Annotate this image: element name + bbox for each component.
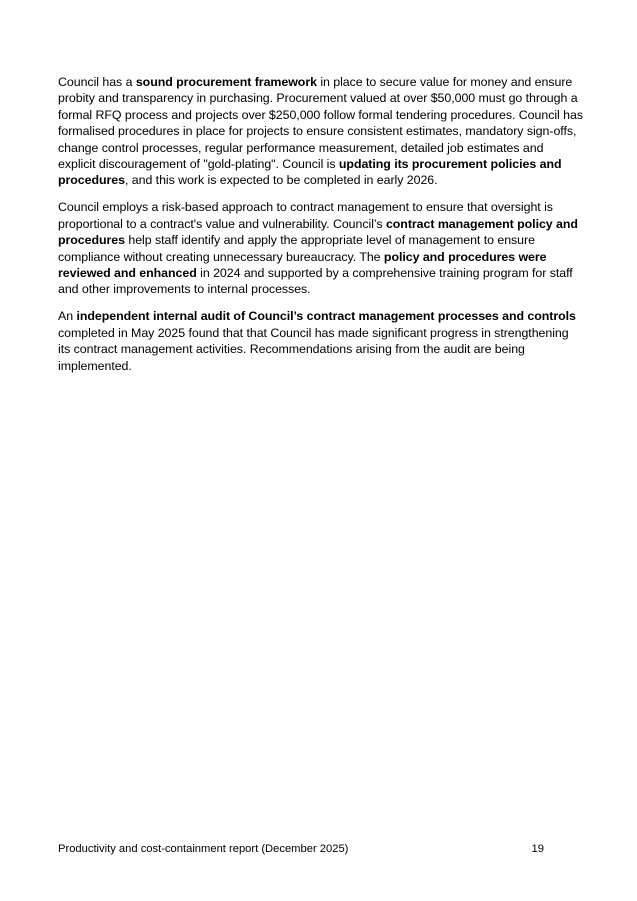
footer-report-title: Productivity and cost-containment report (December 2025) (58, 843, 349, 855)
paragraph-procurement-framework (58, 74, 583, 189)
text-run: help staff identify and apply the appropriate level of management to ensure compliance without creating unnecessary bureaucracy. The (58, 233, 535, 264)
text-run: An (58, 309, 77, 324)
bold-text-run: updating its procurement policies and procedures (58, 157, 562, 188)
bold-text-run: independent internal audit of Council’s contract management processes and controls (76, 309, 576, 324)
text-run: , and this work is expected to be completed in early 2026. (124, 173, 438, 188)
page-number: 19 (531, 843, 544, 855)
text-run: in 2024 and supported by a comprehensive training program for staff and other improvements to internal processes. (58, 266, 573, 297)
bold-text-run: policy and procedures were reviewed and enhanced (58, 249, 547, 281)
text-run: Council has a (58, 75, 136, 89)
paragraph-contract-management (58, 199, 583, 297)
paragraph-internal-audit (58, 308, 583, 374)
bold-text-run: sound procurement framework (135, 75, 317, 89)
text-run: Council employs a risk-based approach to contract management to ensure that oversight is proportional to a contract's value and vulnerability. Council’s (58, 200, 553, 231)
text-run: in place to secure value for money and ensure probity and transparency in purchasing. Procurement valued at over $50,000 must go through a formal RFQ process and projects over $250,000 follow formal tendering procedures. Council has formalised procedures in place for projects to ensure consistent estimates, mandatory sign-offs, change control processes, regular performance measurement, detailed job estimates and explicit discouragement of "gold-plating". Council is (58, 75, 583, 172)
bold-text-run: contract management policy and procedures (58, 216, 578, 248)
text-run: completed in May 2025 found that that Council has made significant progress in strengthening its contract management activities. Recommendations arising from the audit are being implemented. (58, 325, 569, 373)
page-footer (58, 842, 544, 856)
body-text (58, 74, 583, 385)
